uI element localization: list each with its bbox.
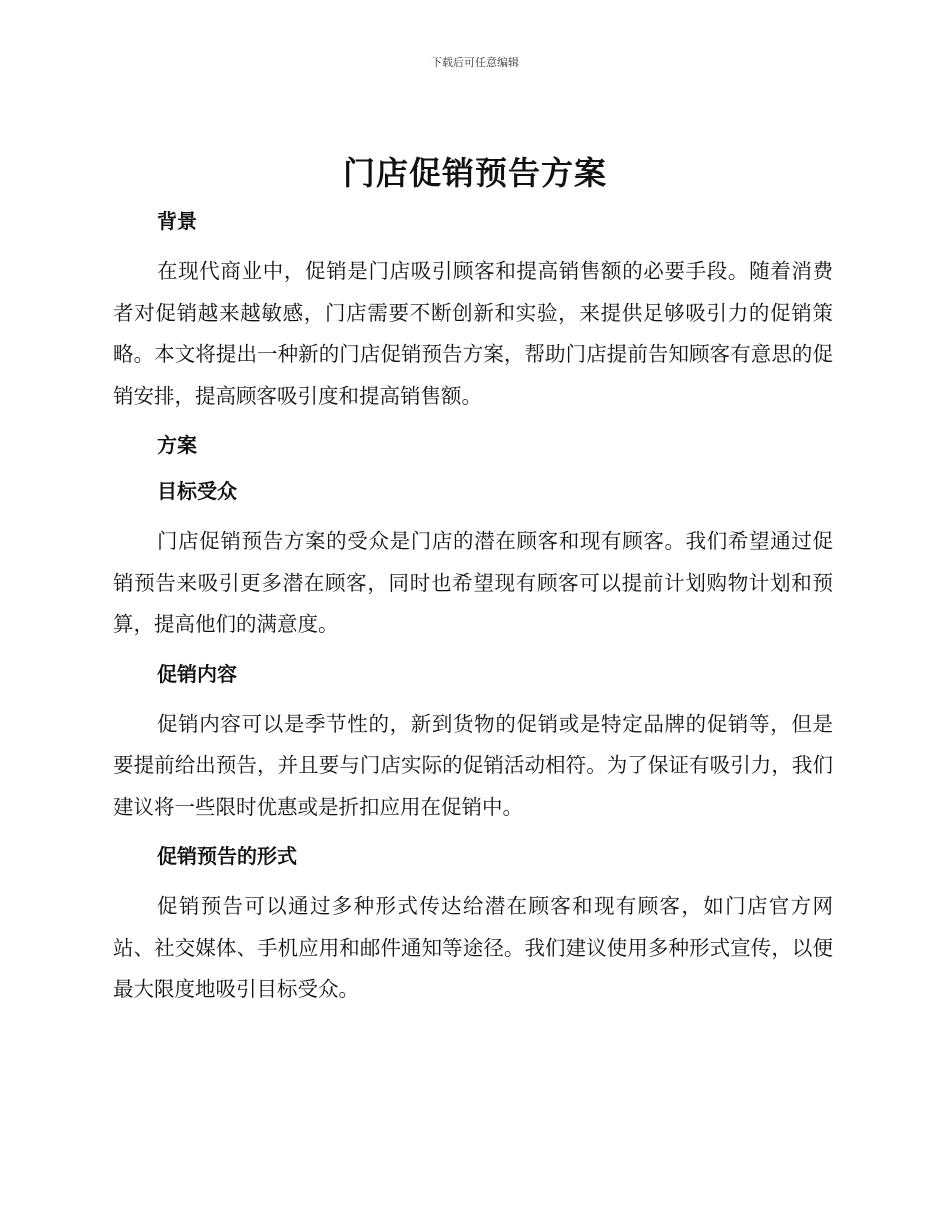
document-title: 门店促销预告方案 <box>342 154 607 192</box>
section-heading-plan: 方案 <box>157 433 197 457</box>
paragraph-target: 门店促销预告方案的受众是门店的潜在顾客和现有顾客。我们希望通过促销预告来吸引更多潜在顾客，同时也希望现有顾客可以提前计划购物计划和预算，提高他们的满意度。 <box>113 529 833 636</box>
paragraph-content: 促销内容可以是季节性的，新到货物的促销或是特定品牌的促销等，但是要提前给出预告，并且要与门店实际的促销活动相符。为了保证有吸引力，我们建议将一些限时优惠或是折扣应用在促销中。 <box>113 711 833 819</box>
paragraph-forms: 促销预告可以通过多种形式传达给潜在顾客和现有顾客，如门店官方网站、社交媒体、手机应用和邮件通知等途径。我们建议使用多种形式宣传，以便最大限度地吸引目标受众。 <box>113 894 833 1001</box>
section-heading-forms: 促销预告的形式 <box>157 844 297 868</box>
section-heading-target: 目标受众 <box>157 479 237 503</box>
paragraph-background: 在现代商业中，促销是门店吸引顾客和提高销售额的必要手段。随着消费者对促销越来越敏感，门店需要不断创新和实验，来提供足够吸引力的促销策略。本文将提出一种新的门店促销预告方案，帮助门店提前告知顾客有意思的促销安排，提高顾客吸引度和提高销售额。 <box>113 259 833 408</box>
document-body <box>113 205 833 1023</box>
section-heading-background: 背景 <box>157 209 197 233</box>
page-header-note: 下载后可任意编辑 <box>431 56 519 69</box>
section-heading-content: 促销内容 <box>157 661 237 686</box>
